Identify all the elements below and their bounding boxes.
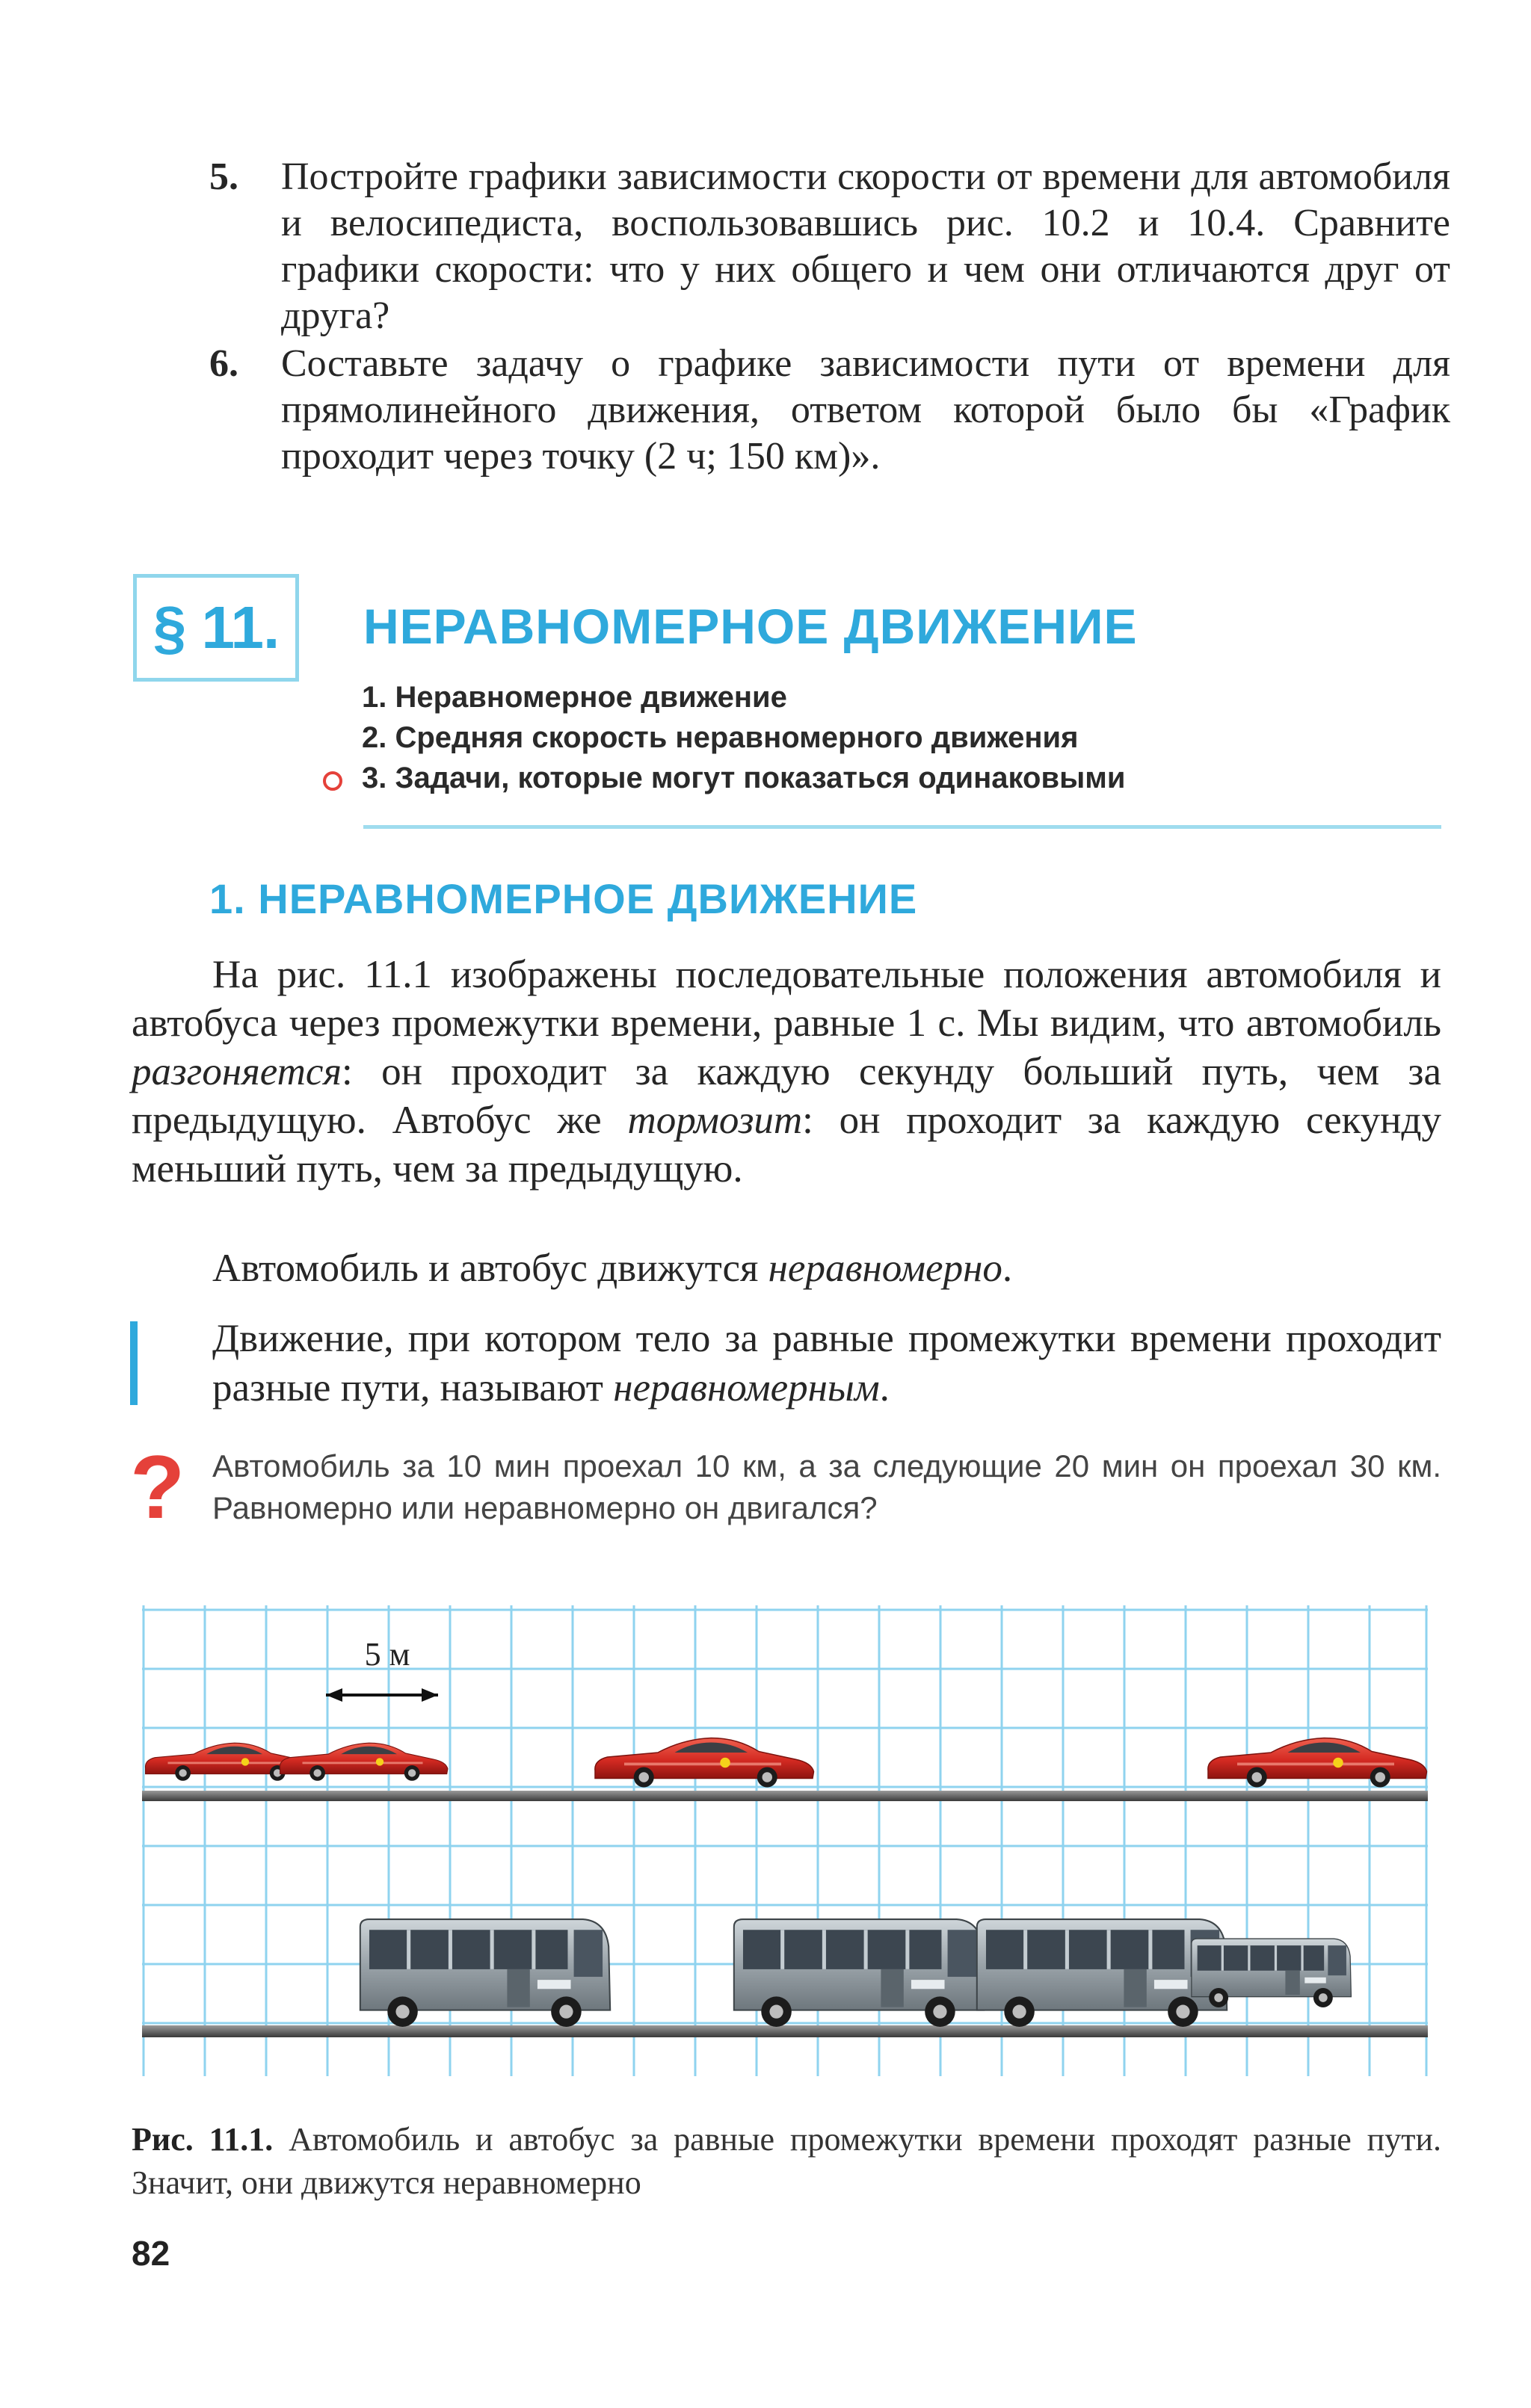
section-toc <box>362 677 1125 798</box>
definition-end: . <box>879 1366 890 1410</box>
questions-list <box>209 154 1450 481</box>
figure-caption <box>132 2118 1441 2205</box>
emphasis-text: разгоняется <box>132 1050 342 1093</box>
body-paragraph <box>132 951 1441 1194</box>
question-number: 5. <box>209 155 238 198</box>
question-box-text: Автомобиль за 10 мин проехал 10 км, а за следующие 20 мин он проехал 30 км. Равномерно или неравномерно он двигался? <box>212 1448 1441 1525</box>
body-text: На рис. 11.1 изображены последовательные положения автомобиля и автобуса через промежутки времени, равные 1 с. Мы видим, что автомобиль <box>132 953 1441 1045</box>
toc-divider <box>363 825 1441 829</box>
question-text: Постройте графики зависимости скорости от времени для автомобиля и велосипедиста, воспользовавшись рис. 10.2 и 10.4. Сравните графики скорости: что у них общего и чем они отличаются друг от друга? <box>281 155 1450 337</box>
definition-body: Движение, при котором тело за равные промежутки времени проходит разные пути, называют <box>212 1317 1441 1410</box>
emphasis-text: неравномерно <box>768 1247 1002 1290</box>
question-number: 6. <box>209 342 238 385</box>
bus-position-4 <box>1192 1939 1352 2007</box>
question-text: Составьте задачу о графике зависимости пути от времени для прямолинейного движения, ответом которой было бы «График проходит через точку (2 ч; 150 км)». <box>281 342 1450 478</box>
car-position-2 <box>280 1743 448 1781</box>
toc-item[interactable]: 2. Средняя скорость неравномерного движения <box>362 721 1079 754</box>
bus-position-3 <box>977 1919 1227 2027</box>
emphasis-text: тормозит <box>627 1099 803 1142</box>
bus-position-2 <box>734 1919 984 2027</box>
caption-label: Рис. 11.1. <box>132 2121 274 2158</box>
subsection-title: 1. НЕРАВНОМЕРНОЕ ДВИЖЕНИЕ <box>209 875 918 922</box>
toc-item[interactable]: 1. Неравномерное движение <box>362 681 787 714</box>
car-road <box>142 1791 1428 1801</box>
definition-text <box>212 1314 1441 1413</box>
body-paragraph <box>132 1244 1441 1293</box>
bus-position-1 <box>360 1919 610 2027</box>
caption-text: Автомобиль и автобус за равные промежутки времени проходят разные пути. Значит, они движутся неравномерно <box>132 2121 1441 2201</box>
section-number-box <box>133 574 299 682</box>
question-item <box>209 341 1450 480</box>
body-text: Автомобиль и автобус движутся <box>212 1247 768 1290</box>
definition-term: неравномерным <box>613 1366 880 1410</box>
section-title: НЕРАВНОМЕРНОЕ ДВИЖЕНИЕ <box>363 599 1138 654</box>
body-text: . <box>1002 1247 1013 1290</box>
bus-road <box>142 2025 1428 2037</box>
page-number: 82 <box>132 2234 170 2273</box>
body-text: : он проходит за каждую секунду меньший путь, чем за предыдущую. <box>132 1099 1441 1191</box>
question-mark-icon: ? <box>130 1437 185 1537</box>
car-position-3 <box>595 1738 814 1788</box>
question-item <box>209 154 1450 339</box>
scale-label: 5 м <box>364 1636 410 1673</box>
figure-11-1 <box>142 1605 1428 2076</box>
circle-marker-icon <box>323 771 342 791</box>
body-text: : он проходит за каждую секунду больший путь, чем за предыдущую. Автобус же <box>132 1050 1441 1142</box>
car-position-4 <box>1208 1738 1427 1788</box>
toc-item[interactable]: 3. Задачи, которые могут показаться одинаковыми <box>362 762 1126 794</box>
section-number: § 11. <box>153 594 280 661</box>
definition-bar <box>130 1321 138 1405</box>
